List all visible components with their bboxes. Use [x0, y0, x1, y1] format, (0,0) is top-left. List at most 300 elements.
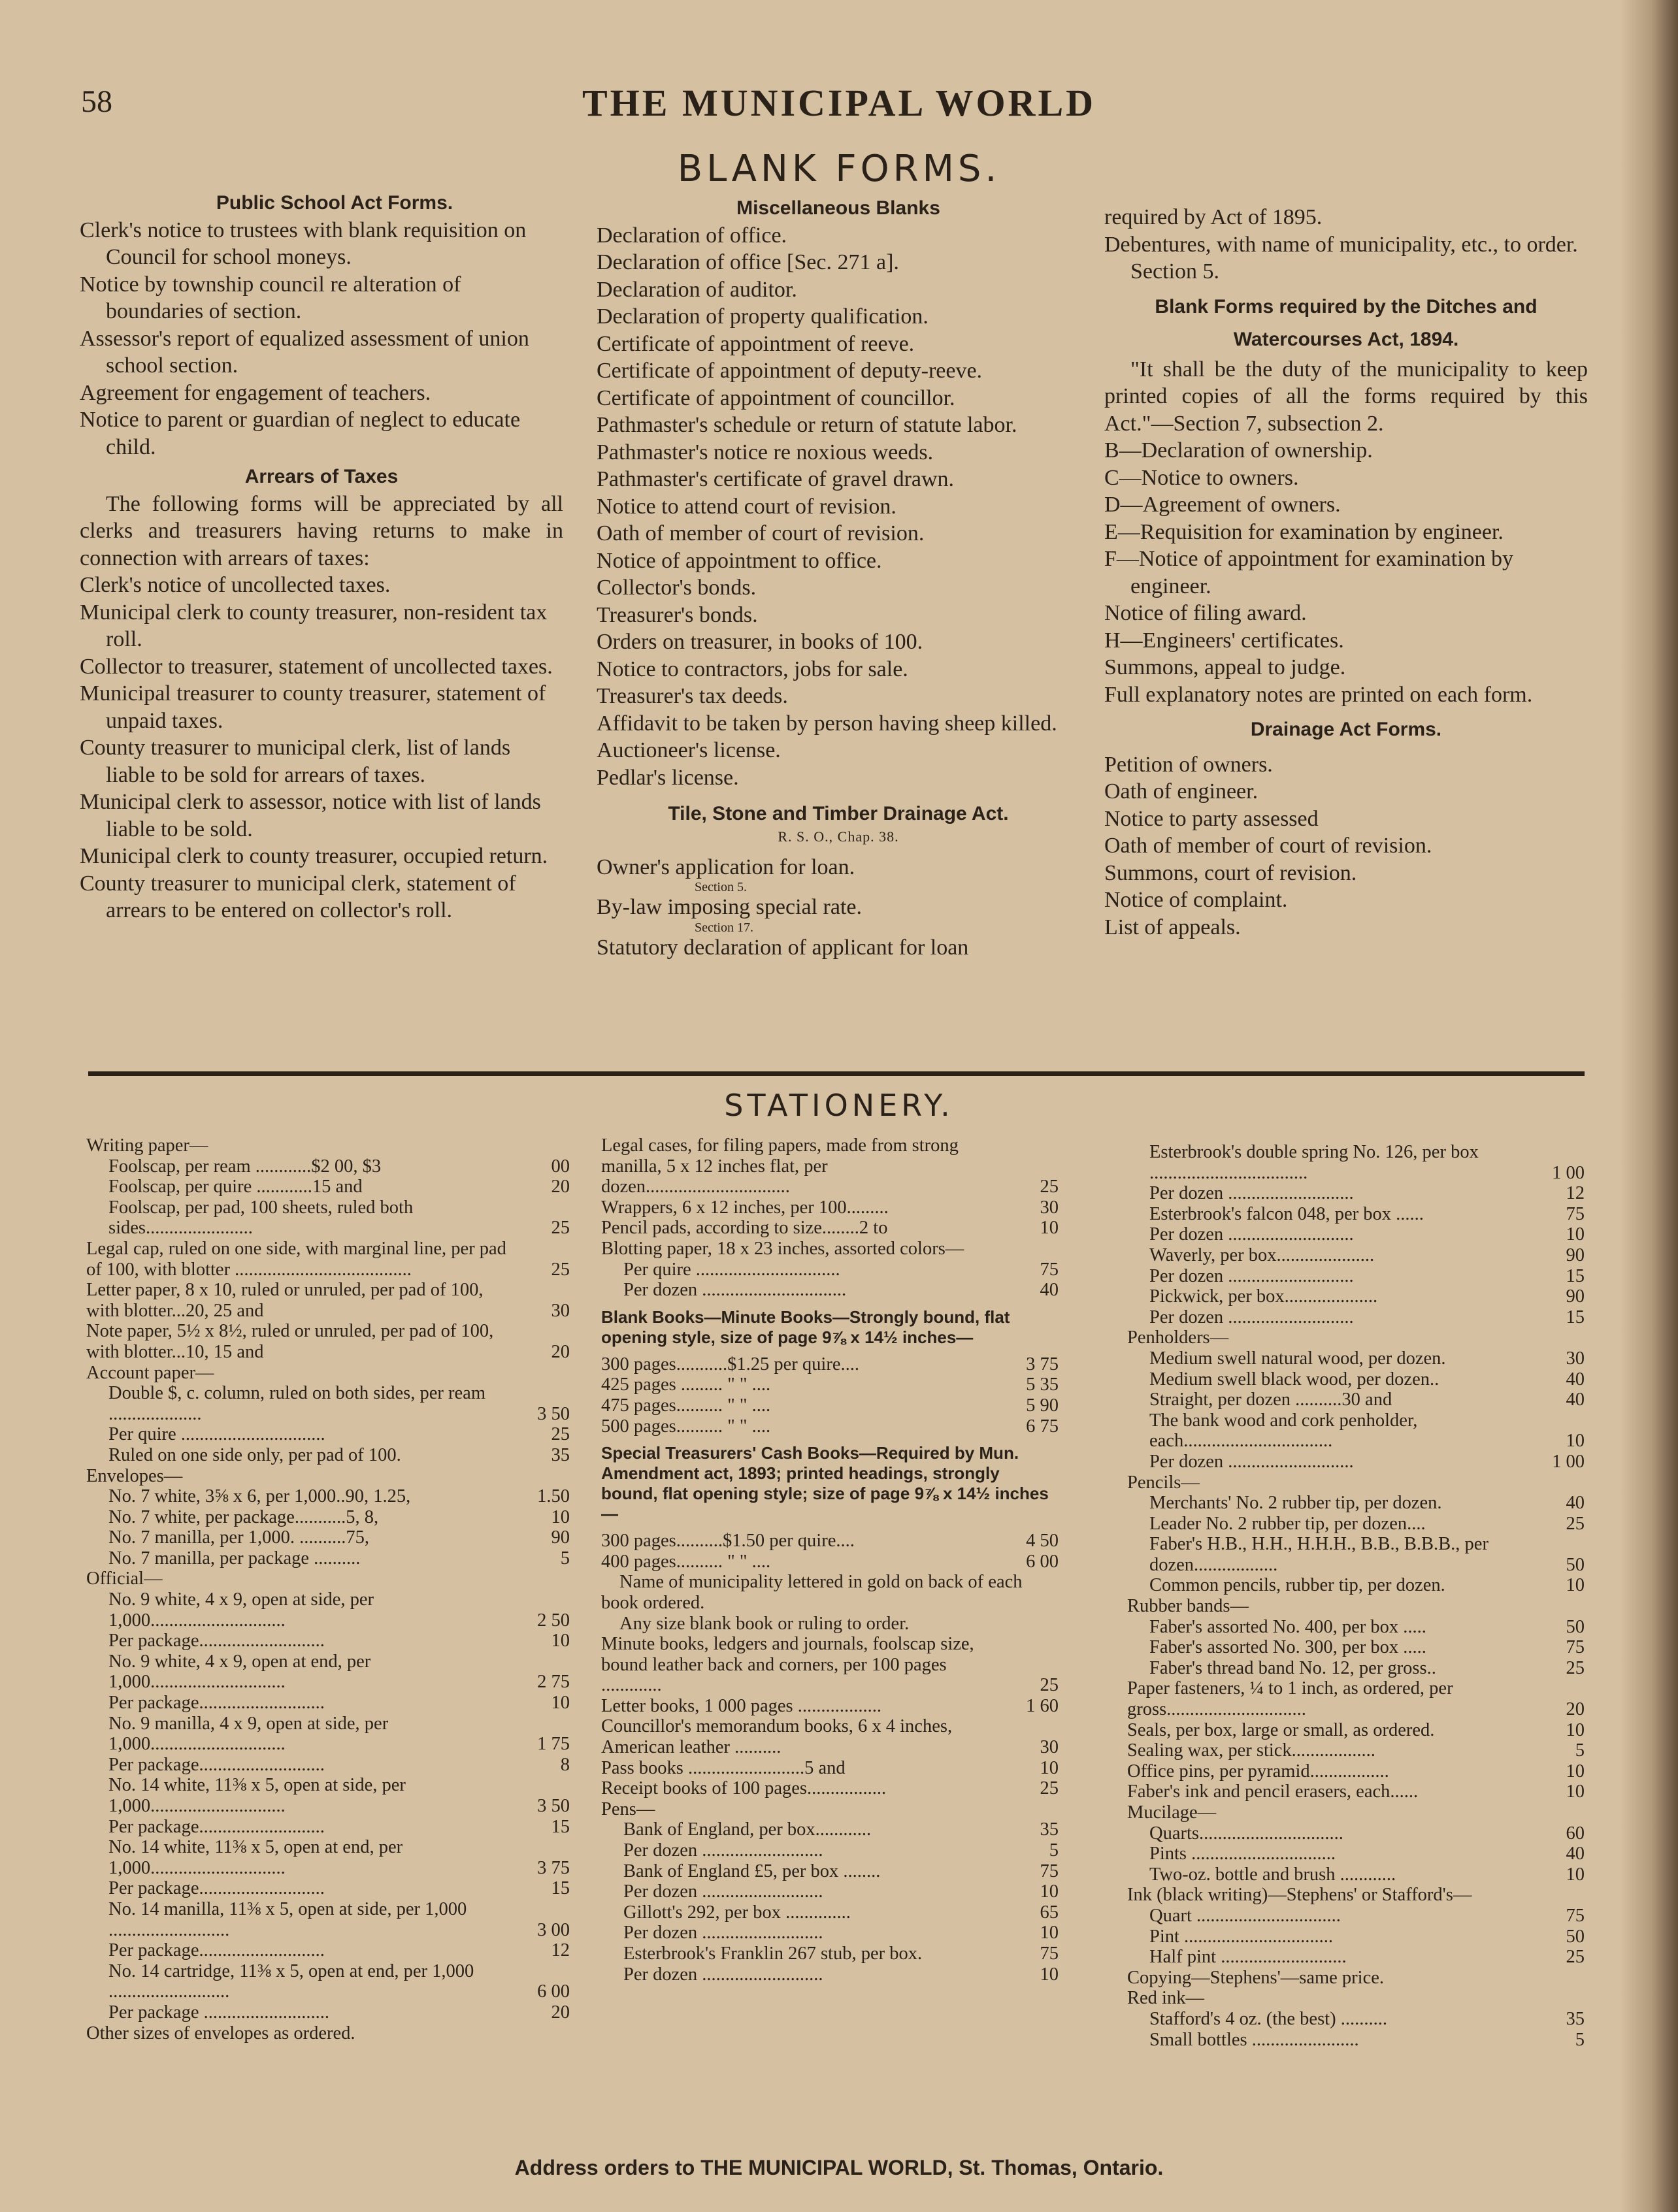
item-price: 10	[1566, 1719, 1585, 1740]
item-description: Esterbrook's Franklin 267 stub, per box.	[623, 1944, 923, 1964]
stationery-price-row	[601, 1239, 1059, 1260]
item-description: Any size blank book or ruling to order.	[619, 1613, 910, 1634]
item-description: No. 14 white, 11⅜ x 5, open at end, per 1,000.............................	[108, 1837, 403, 1878]
item-price: 3 50	[537, 1403, 570, 1424]
item-description: Stafford's 4 oz. (the best) ..........	[1149, 2008, 1387, 2029]
item-description: Rubber bands—	[1127, 1596, 1249, 1617]
stationery-price-row	[1127, 1947, 1585, 1968]
item-price: 35	[551, 1444, 570, 1465]
item-price: 12	[1566, 1183, 1585, 1204]
stationery-price-row	[1127, 1658, 1585, 1679]
item-price: 20	[551, 2002, 570, 2023]
stationery-price-row	[1127, 1864, 1585, 1885]
item-description: Faber's ink and pencil erasers, each......	[1127, 1781, 1419, 1802]
item-description: 425 pages ......... " " ....	[601, 1374, 771, 1395]
public-school-form-item: Notice to parent or guardian of neglect to educate child.	[80, 408, 521, 459]
stationery-price-row	[601, 1614, 1059, 1635]
item-price: 10	[551, 1506, 570, 1527]
stationery-price-row	[1127, 1183, 1585, 1204]
stationery-price-row	[1127, 1514, 1585, 1535]
stationery-price-row	[1127, 1988, 1585, 2009]
item-price: 1 60	[1026, 1695, 1059, 1716]
item-description: Leader No. 2 rubber tip, per dozen....	[1149, 1513, 1426, 1534]
item-description: Official—	[86, 1569, 163, 1589]
item-price: 6 00	[1026, 1551, 1059, 1572]
item-description: Per package...........................	[108, 1631, 325, 1651]
miscellaneous-form-item: Pathmaster's certificate of gravel drawn.	[597, 467, 955, 491]
item-description: Pass books .........................5 and	[601, 1757, 846, 1778]
item-price: 10	[1566, 1575, 1585, 1596]
miscellaneous-form-item: Declaration of office [Sec. 271 a].	[597, 250, 899, 274]
stationery-price-row	[86, 1775, 570, 1816]
item-description: Per package ...........................	[108, 2002, 329, 2023]
miscellaneous-column	[597, 195, 1080, 961]
item-description: 500 pages.......... " " ....	[601, 1416, 771, 1437]
item-price: 5 35	[1026, 1374, 1059, 1395]
item-description: Per dozen ...........................	[1149, 1451, 1354, 1472]
stationery-price-row	[1127, 1204, 1585, 1225]
item-price: 5	[1575, 2029, 1585, 2050]
item-price: 10	[551, 1631, 570, 1651]
miscellaneous-form-item: Auctioneer's license.	[597, 738, 781, 762]
stationery-price-row	[1127, 1348, 1585, 1369]
item-price: 10	[1040, 1218, 1059, 1239]
stationery-price-row	[86, 1589, 570, 1631]
item-price: 25	[1040, 1675, 1059, 1696]
item-description: Per dozen ...........................	[1149, 1265, 1354, 1286]
item-price: 30	[1040, 1197, 1059, 1218]
item-description: Letter paper, 8 x 10, ruled or unruled, per pad of 100, with blotter...20, 25 and	[86, 1280, 484, 1321]
item-description: Esterbrook's double spring No. 126, per box ..................................	[1149, 1142, 1479, 1183]
stationery-price-row	[1127, 1307, 1585, 1328]
ditches-form-item: Summons, appeal to judge.	[1104, 655, 1346, 679]
item-price: 15	[1566, 1265, 1585, 1286]
treasurer-book-price-row	[601, 1531, 1059, 1552]
item-price: 5	[1049, 1840, 1059, 1861]
item-description: Ruled on one side only, per pad of 100.	[108, 1444, 401, 1465]
item-description: Quarts...............................	[1149, 1823, 1343, 1844]
stationery-price-row	[1127, 1575, 1585, 1596]
item-price: 75	[1040, 1259, 1059, 1280]
stationery-price-row	[86, 1837, 570, 1878]
stationery-price-row	[601, 1778, 1059, 1799]
item-price: 20	[551, 1177, 570, 1197]
drainage-form-item: Summons, court of revision.	[1104, 860, 1357, 885]
miscellaneous-heading: Miscellaneous Blanks	[736, 197, 940, 219]
stationery-price-row	[1127, 1720, 1585, 1741]
item-price: 1 75	[537, 1734, 570, 1755]
item-description: Copying—Stephens'—same price.	[1127, 1967, 1384, 1988]
item-price: 15	[551, 1816, 570, 1837]
stationery-price-row	[601, 1572, 1059, 1613]
tile-item-statutory-declaration: Statutory declaration of applicant for loan	[597, 935, 969, 960]
item-description: 300 pages..........$1.50 per quire....	[601, 1531, 855, 1552]
item-price: 1.50	[537, 1486, 570, 1507]
ditches-form-item: D—Agreement of owners.	[1104, 493, 1341, 517]
ditches-column	[1104, 204, 1588, 941]
item-description: Pickwick, per box....................	[1149, 1286, 1378, 1307]
miscellaneous-form-item: Affidavit to be taken by person having sheep killed.	[597, 711, 1057, 736]
stationery-price-row	[1127, 1245, 1585, 1266]
item-description: Foolscap, per ream ............$2 00, $3	[108, 1156, 382, 1177]
item-description: Small bottles .......................	[1149, 2029, 1359, 2050]
stationery-price-row	[601, 1799, 1059, 1820]
stationery-price-row	[1127, 1472, 1585, 1493]
item-price: 40	[1566, 1369, 1585, 1390]
item-description: Faber's thread band No. 12, per gross..	[1149, 1657, 1436, 1678]
stationery-price-row	[1127, 1823, 1585, 1844]
stationery-price-row	[86, 1569, 570, 1589]
item-description: 400 pages.......... " " ....	[601, 1551, 771, 1572]
item-description: Note paper, 5½ x 8½, ruled or unruled, per pad of 100, with blotter...10, 15 and	[86, 1321, 494, 1362]
item-price: 10	[1040, 1881, 1059, 1902]
miscellaneous-form-item: Pathmaster's schedule or return of statute labor.	[597, 413, 1017, 437]
stationery-price-row	[1127, 1596, 1585, 1617]
stationery-price-row	[1127, 1410, 1585, 1452]
item-price: 3 75	[537, 1857, 570, 1878]
item-price: 90	[1566, 1286, 1585, 1307]
item-description: Per package...........................	[108, 1754, 325, 1775]
item-price: 15	[1566, 1307, 1585, 1327]
stationery-price-row	[86, 1156, 570, 1177]
item-price: 10	[1566, 1224, 1585, 1245]
stationery-price-row	[86, 1507, 570, 1528]
public-school-form-item: Agreement for engagement of teachers.	[80, 380, 431, 405]
ditches-form-item: F—Notice of appointment for examination by engineer.	[1104, 547, 1514, 598]
ditches-form-item: Notice of filing award.	[1104, 601, 1307, 625]
miscellaneous-form-item: Declaration of property qualification.	[597, 304, 929, 329]
item-description: Letter books, 1 000 pages ..................	[601, 1695, 882, 1716]
item-description: Per package...........................	[108, 1878, 325, 1899]
tile-item-bylaw: By-law imposing special rate.	[597, 895, 863, 919]
item-price: 10	[1566, 1864, 1585, 1885]
item-description: Writing paper—	[86, 1135, 208, 1156]
item-description: 475 pages.......... " " ....	[601, 1395, 771, 1416]
treasurer-books-heading: Special Treasurers' Cash Books—Required by Mun. Amendment act, 1893; printed headings, strongly bound, flat opening style; size of page 9⅞ x 14½ inches—	[601, 1443, 1049, 1524]
stationery-price-row	[86, 1878, 570, 1899]
miscellaneous-form-item: Oath of member of court of revision.	[597, 521, 925, 545]
stationery-price-row	[86, 2002, 570, 2023]
item-price: 3 00	[537, 1919, 570, 1940]
item-price: 50	[1566, 1926, 1585, 1947]
stationery-price-row	[1127, 1802, 1585, 1823]
arrears-intro: The following forms will be appreciated by all clerks and treasurers having returns to make in connection with arrears of taxes:	[80, 491, 563, 570]
item-price: 1 00	[1552, 1162, 1585, 1183]
stationery-price-row	[1127, 1142, 1585, 1183]
item-description: Merchants' No. 2 rubber tip, per dozen.	[1149, 1493, 1442, 1514]
item-price: 30	[551, 1300, 570, 1321]
miscellaneous-form-item: Notice of appointment to office.	[597, 548, 882, 573]
blank-book-price-row	[601, 1374, 1059, 1395]
item-price: 25	[1566, 1657, 1585, 1678]
item-description: Penholders—	[1127, 1327, 1229, 1348]
stationery-price-row	[86, 1527, 570, 1548]
stationery-price-row	[1127, 1740, 1585, 1761]
item-description: Per dozen ...........................	[1149, 1224, 1354, 1245]
stationery-price-row	[86, 1197, 570, 1239]
item-price: 30	[1566, 1348, 1585, 1369]
drainage-form-item: Notice to party assessed	[1104, 806, 1319, 831]
ditches-heading: Blank Forms required by the Ditches and Watercourses Act, 1894.	[1155, 295, 1538, 350]
ditches-form-item: H—Engineers' certificates.	[1104, 628, 1344, 653]
tile-drainage-subheading: R. S. O., Chap. 38.	[778, 828, 899, 845]
stationery-price-row	[86, 1383, 570, 1424]
miscellaneous-list	[597, 222, 1080, 792]
stationery-price-row	[86, 1445, 570, 1466]
item-description: Per dozen ..........................	[623, 1964, 823, 1985]
blank-book-price-row	[601, 1416, 1059, 1437]
item-description: Bank of England, per box............	[623, 1819, 872, 1840]
item-price: 5	[560, 1548, 570, 1569]
stationery-price-row	[86, 1631, 570, 1651]
item-description: Legal cases, for filing papers, made from strong manilla, 5 x 12 inches flat, per dozen...............................	[601, 1135, 959, 1197]
stationery-price-row	[1127, 1844, 1585, 1864]
item-description: Two-oz. bottle and brush ............	[1149, 1864, 1396, 1885]
item-description: Pencil pads, according to size........2 to	[601, 1218, 888, 1239]
item-description: Councillor's memorandum books, 6 x 4 inches, American leather ..........	[601, 1716, 953, 1758]
stationery-price-row	[1127, 1390, 1585, 1410]
item-description: No. 7 white, per package...........5, 8,	[108, 1506, 379, 1527]
item-description: Account paper—	[86, 1362, 214, 1383]
arrears-form-item: Municipal clerk to county treasurer, occupied return.	[80, 844, 548, 868]
stationery-price-row	[1127, 1327, 1585, 1348]
stationery-price-row	[601, 1840, 1059, 1861]
tile-note-section-17: Section 17.	[695, 920, 753, 935]
stationery-price-row	[86, 1693, 570, 1714]
item-price: 25	[1040, 1177, 1059, 1197]
item-description: No. 14 white, 11⅜ x 5, open at side, per 1,000.............................	[108, 1775, 406, 1816]
public-school-heading: Public School Act Forms.	[216, 192, 453, 214]
stationery-price-row	[1127, 1781, 1585, 1802]
stationery-price-row	[601, 1881, 1059, 1902]
masthead: THE MUNICIPAL WORLD	[582, 82, 1096, 124]
stationery-price-row	[601, 1716, 1059, 1757]
item-description: Legal cap, ruled on one side, with marginal line, per pad of 100, with blotter ......................................	[86, 1238, 506, 1280]
item-price: 12	[551, 1940, 570, 1961]
miscellaneous-form-item: Pathmaster's notice re noxious weeds.	[597, 440, 934, 464]
item-description: Double $, c. column, ruled on both sides, per ream ....................	[108, 1383, 485, 1424]
item-price: 50	[1566, 1554, 1585, 1575]
drainage-form-item: Notice of complaint.	[1104, 888, 1288, 912]
stationery-price-row	[86, 2023, 570, 2044]
continued-form-item: Debentures, with name of municipality, etc., to order. Section 5.	[1104, 232, 1578, 284]
item-description: Bank of England £5, per box ........	[623, 1861, 881, 1881]
item-price: 90	[1566, 1244, 1585, 1265]
item-price: 40	[1566, 1390, 1585, 1410]
item-price: 8	[560, 1754, 570, 1775]
item-description: Blotting paper, 18 x 23 inches, assorted colors—	[601, 1238, 964, 1259]
page-number: 58	[81, 84, 112, 119]
public-school-list	[80, 217, 563, 461]
ditches-form-item: E—Requisition for examination by engineer.	[1104, 519, 1504, 544]
item-price: 20	[1566, 1699, 1585, 1720]
arrears-form-item: Municipal clerk to county treasurer, non-resident tax roll.	[80, 600, 548, 651]
ditches-form-item: C—Notice to owners.	[1104, 465, 1299, 490]
item-price: 65	[1040, 1902, 1059, 1923]
tile-item-owner-application: Owner's application for loan.	[597, 854, 855, 879]
item-description: Wrappers, 6 x 12 inches, per 100.........	[601, 1197, 889, 1218]
stationery-price-row	[1127, 1266, 1585, 1287]
stationery-price-row	[601, 1218, 1059, 1239]
item-price: 4 50	[1026, 1531, 1059, 1552]
item-price: 2 75	[537, 1672, 570, 1693]
item-description: Envelopes—	[86, 1465, 183, 1486]
stationery-price-row	[601, 1280, 1059, 1301]
item-price: 75	[1040, 1861, 1059, 1881]
item-description: Ink (black writing)—Stephens' or Stafford's—	[1127, 1885, 1472, 1906]
stationery-price-row	[601, 1819, 1059, 1840]
arrears-heading: Arrears of Taxes	[244, 466, 399, 487]
stationery-price-row	[601, 1634, 1059, 1696]
stationery-price-row	[1127, 1761, 1585, 1782]
item-description: Straight, per dozen ..........30 and	[1149, 1390, 1392, 1410]
miscellaneous-form-item: Declaration of auditor.	[597, 277, 797, 302]
item-price: 1 00	[1552, 1451, 1585, 1472]
tile-drainage-heading: Tile, Stone and Timber Drainage Act.	[668, 803, 1009, 824]
item-description: No. 7 white, 3⅝ x 6, per 1,000..90, 1.25,	[108, 1486, 411, 1507]
continued-form-item: required by Act of 1895.	[1104, 205, 1323, 229]
miscellaneous-form-item: Declaration of office.	[597, 223, 787, 248]
item-price: 75	[1040, 1944, 1059, 1964]
item-description: Half pint ...........................	[1149, 1947, 1347, 1968]
stationery-price-row	[86, 1135, 570, 1156]
item-price: 40	[1040, 1280, 1059, 1301]
item-price: 35	[1566, 2008, 1585, 2029]
stationery-price-row	[86, 1714, 570, 1755]
item-price: 10	[1566, 1431, 1585, 1452]
stationery-price-row	[1127, 1906, 1585, 1927]
item-price: 3 75	[1026, 1354, 1059, 1374]
stationery-price-row	[1127, 1885, 1585, 1906]
item-price: 20	[551, 1341, 570, 1362]
stationery-price-row	[86, 1899, 570, 1940]
miscellaneous-form-item: Orders on treasurer, in books of 100.	[597, 630, 923, 654]
item-description: Pencils—	[1127, 1472, 1200, 1493]
item-description: Per dozen ...........................	[1149, 1307, 1354, 1327]
item-description: Minute books, ledgers and journals, foolscap size, bound leather back and corners, per 100 pages .............	[601, 1634, 974, 1696]
miscellaneous-form-item: Pedlar's license.	[597, 765, 739, 790]
item-description: Mucilage—	[1127, 1802, 1217, 1823]
stationery-price-row	[601, 1861, 1059, 1882]
blank-book-price-row	[601, 1354, 1059, 1375]
item-description: No. 14 manilla, 11⅜ x 5, open at side, per 1,000 ..........................	[108, 1898, 467, 1940]
stationery-price-row	[86, 1817, 570, 1838]
item-description: Per dozen ..........................	[623, 1840, 823, 1861]
miscellaneous-form-item: Collector's bonds.	[597, 576, 757, 600]
stationery-price-row	[601, 1758, 1059, 1779]
item-description: Faber's assorted No. 300, per box .....	[1149, 1637, 1426, 1658]
item-price: 5 90	[1026, 1395, 1059, 1416]
stationery-column-1	[86, 1135, 570, 2043]
item-description: Receipt books of 100 pages.................	[601, 1778, 887, 1799]
item-description: Sealing wax, per stick..................	[1127, 1740, 1375, 1761]
stationery-price-row	[1127, 1224, 1585, 1245]
blank-books-heading: Blank Books—Minute Books—Strongly bound, flat opening style, size of page 9⅞ x 14½ inches—	[601, 1307, 1010, 1347]
item-description: Per package...........................	[108, 1816, 325, 1837]
stationery-price-row	[1127, 1286, 1585, 1307]
item-price: 60	[1566, 1823, 1585, 1844]
stationery-price-row	[86, 1466, 570, 1487]
item-description: Per dozen ..........................	[623, 1923, 823, 1944]
stationery-price-row	[1127, 1493, 1585, 1514]
item-description: Per quire ...............................	[108, 1424, 325, 1445]
stationery-price-row	[1127, 2030, 1585, 2051]
drainage-heading: Drainage Act Forms.	[1250, 719, 1442, 740]
stationery-price-row	[86, 1177, 570, 1197]
stationery-price-row	[1127, 1927, 1585, 1947]
item-description: Per package...........................	[108, 1693, 325, 1714]
stationery-column-3	[1127, 1142, 1585, 2050]
stationery-price-row	[601, 1197, 1059, 1218]
ditches-intro: "It shall be the duty of the municipality to keep printed copies of all the forms required by this Act."—Section 7, subsection 2.	[1104, 357, 1588, 436]
stationery-price-row	[86, 1651, 570, 1693]
miscellaneous-form-item: Treasurer's tax deeds.	[597, 684, 788, 708]
item-description: Per quire ...............................	[623, 1259, 840, 1280]
item-description: The bank wood and cork penholder, each................................	[1149, 1410, 1418, 1452]
item-price: 25	[1566, 1513, 1585, 1534]
item-price: 75	[1566, 1637, 1585, 1658]
ditches-form-item: B—Declaration of ownership.	[1104, 438, 1373, 463]
public-school-form-item: Notice by township council re alteration of boundaries of section.	[80, 272, 461, 323]
item-price: 40	[1566, 1844, 1585, 1864]
item-price: 25	[1040, 1778, 1059, 1799]
item-description: No. 9 white, 4 x 9, open at end, per 1,000.............................	[108, 1651, 371, 1693]
item-price: 10	[1566, 1761, 1585, 1781]
stationery-price-row	[601, 1260, 1059, 1280]
drainage-form-item: Oath of member of court of revision.	[1104, 834, 1432, 858]
stationery-price-row	[86, 1424, 570, 1445]
address-footer: Address orders to THE MUNICIPAL WORLD, St. Thomas, Ontario.	[514, 2156, 1164, 2179]
item-price: 50	[1566, 1616, 1585, 1637]
miscellaneous-form-item: Notice to attend court of revision.	[597, 494, 897, 519]
stationery-price-row	[86, 1940, 570, 1961]
item-price: 30	[1040, 1737, 1059, 1758]
ditches-form-item: Full explanatory notes are printed on each form.	[1104, 682, 1533, 707]
item-price: 3 50	[537, 1796, 570, 1816]
item-description: Common pencils, rubber tip, per dozen.	[1149, 1575, 1445, 1596]
item-description: Medium swell natural wood, per dozen.	[1149, 1348, 1446, 1369]
item-description: Pint ................................	[1149, 1926, 1334, 1947]
item-description: Faber's H.B., H.H., H.H.H., B.B., B.B.B., per dozen..................	[1149, 1534, 1489, 1575]
ditches-list	[1104, 437, 1588, 708]
drainage-list	[1104, 751, 1588, 941]
item-price: 35	[1040, 1819, 1059, 1840]
stationery-price-row	[86, 1321, 570, 1362]
stationery-price-row	[1127, 2009, 1585, 2030]
public-school-form-item: Clerk's notice to trustees with blank requisition on Council for school moneys.	[80, 218, 527, 269]
item-price: 25	[1566, 1947, 1585, 1968]
section-divider	[88, 1071, 1585, 1076]
public-school-form-item: Assessor's report of equalized assessment of union school section.	[80, 326, 529, 378]
stationery-price-row	[86, 1239, 570, 1280]
stationery-price-row	[1127, 1534, 1585, 1575]
stationery-price-row	[601, 1696, 1059, 1717]
item-description: 300 pages...........$1.25 per quire....	[601, 1354, 859, 1374]
item-description: Esterbrook's falcon 048, per box ......	[1149, 1203, 1424, 1224]
item-price: 10	[1566, 1781, 1585, 1802]
drainage-form-item: Petition of owners.	[1104, 752, 1273, 777]
arrears-form-item: Collector to treasurer, statement of uncollected taxes.	[80, 654, 553, 679]
drainage-form-item: List of appeals.	[1104, 915, 1241, 939]
item-price: 6 75	[1026, 1416, 1059, 1437]
item-price: 6 00	[537, 1981, 570, 2002]
item-price: 90	[551, 1527, 570, 1548]
item-price: 25	[551, 1424, 570, 1445]
item-description: Other sizes of envelopes as ordered.	[86, 2023, 355, 2043]
item-price: 25	[551, 1218, 570, 1239]
stationery-price-row	[86, 1961, 570, 2002]
item-price: 75	[1566, 1905, 1585, 1926]
